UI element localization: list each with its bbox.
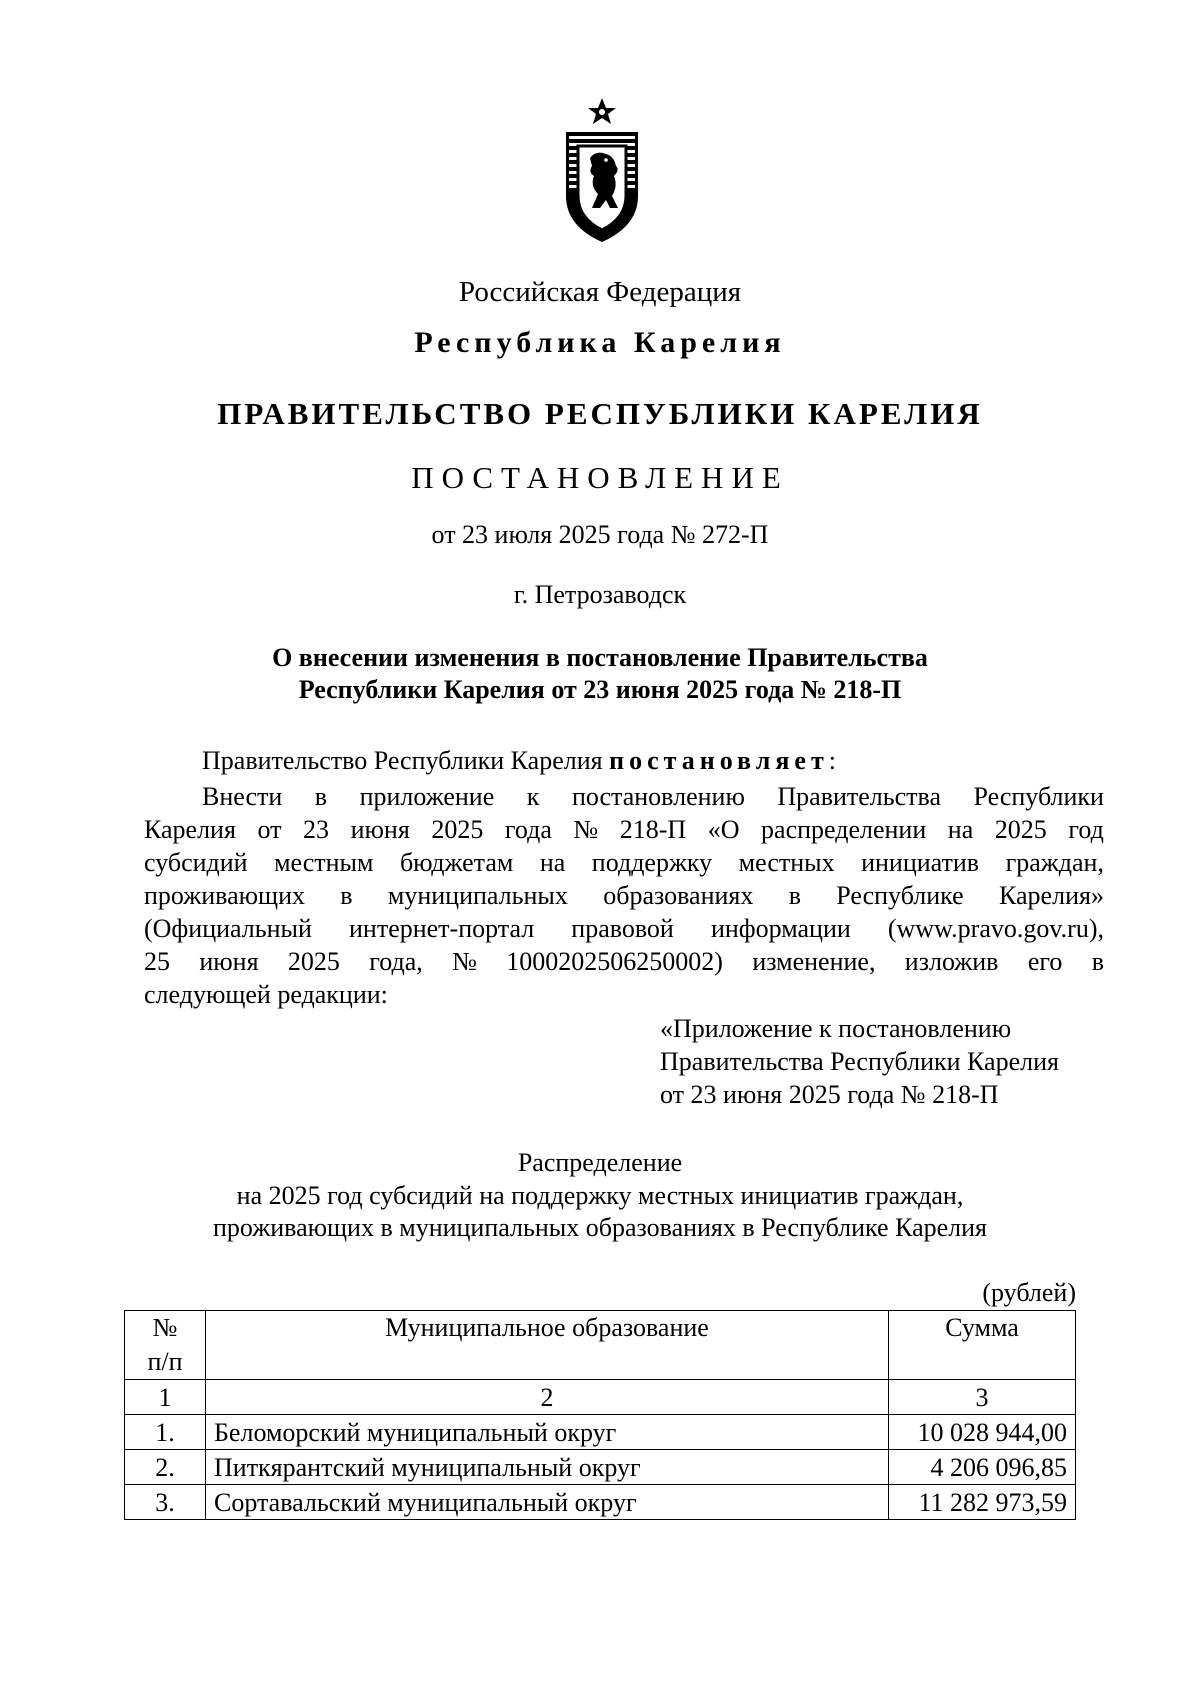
- body-line: [144, 879, 1104, 912]
- body-word: июня: [350, 815, 410, 844]
- body-line: [144, 846, 1104, 879]
- column-index: 3: [889, 1380, 1076, 1415]
- body-word: образованиях: [603, 881, 754, 910]
- intro-tail: :: [828, 746, 836, 775]
- republic-name: Республика Карелия: [414, 326, 786, 359]
- body-word: в: [788, 881, 801, 910]
- body-word: 218-П: [619, 815, 687, 844]
- appendix-line: «Приложение к постановлению: [660, 1014, 1012, 1043]
- body-line: следующей редакции:: [144, 980, 388, 1009]
- row-number: 3.: [125, 1485, 206, 1520]
- body-word: его: [1027, 947, 1063, 976]
- body-word: 23: [303, 815, 330, 844]
- body-line: [144, 912, 1104, 945]
- appendix-reference: [660, 1012, 1059, 1111]
- subtitle-line: на 2025 год субсидий на поддержку местных инициатив граждан,: [236, 1181, 964, 1210]
- body-word: Карелия: [144, 815, 236, 844]
- body-word: (www.pravo.gov.ru),: [887, 914, 1104, 943]
- body-word: 1000202506250002): [506, 947, 723, 976]
- subtitle-line: проживающих в муниципальных образованиях в Республике Карелия: [212, 1213, 988, 1242]
- body-word: Республики: [973, 782, 1104, 811]
- body-line: [144, 945, 1104, 978]
- body-word: на: [947, 815, 974, 844]
- body-word: изложив: [904, 947, 999, 976]
- body-word: граждан,: [1005, 848, 1104, 877]
- column-index: 2: [206, 1380, 889, 1415]
- document-subject: [0, 642, 1200, 706]
- appendix-line: от 23 июня 2025 года № 218-П: [660, 1080, 999, 1109]
- row-municipality: Беломорский муниципальный округ: [206, 1415, 889, 1450]
- body-word: Карелия»: [999, 881, 1104, 910]
- body-word: инициатив: [861, 848, 980, 877]
- body-word: на: [539, 848, 566, 877]
- body-word: 2025: [287, 947, 340, 976]
- body-word: №: [573, 815, 599, 844]
- resolution-intro: [202, 746, 836, 776]
- body-word: проживающих: [144, 881, 305, 910]
- table-row: [125, 1415, 1076, 1450]
- body-word: 25: [144, 947, 170, 976]
- body-word: 2025: [994, 815, 1047, 844]
- distribution-table: [124, 1310, 1076, 1520]
- header-sum: Сумма: [889, 1311, 1076, 1380]
- body-word: интернет-портал: [349, 914, 535, 943]
- body-word: местным: [274, 848, 374, 877]
- document-date-number: от 23 июля 2025 года № 272-П: [431, 520, 769, 549]
- body-word: бюджетам: [399, 848, 514, 877]
- body-word: Республике: [836, 881, 964, 910]
- header-number-line: №: [152, 1313, 178, 1342]
- table-row: [125, 1450, 1076, 1485]
- table-header-row: [125, 1311, 1076, 1380]
- body-word: года: [504, 815, 552, 844]
- body-word: информации: [710, 914, 851, 943]
- body-word: к: [526, 782, 540, 811]
- body-word: Правительства: [777, 782, 942, 811]
- body-word: изменение,: [752, 947, 876, 976]
- body-word: от: [257, 815, 282, 844]
- row-number: 2.: [125, 1450, 206, 1485]
- subject-line: Республики Карелия от 23 июня 2025 года № 218-П: [298, 675, 902, 704]
- document-city: г. Петрозаводск: [513, 580, 687, 609]
- resolution-body: [144, 780, 1104, 1011]
- body-word: года,: [369, 947, 423, 976]
- body-word: июня: [199, 947, 259, 976]
- currency-unit: (рублей): [982, 1278, 1076, 1307]
- body-word: «О: [707, 815, 740, 844]
- body-word: год: [1068, 815, 1104, 844]
- row-sum: 11 282 973,59: [889, 1485, 1076, 1520]
- body-word: постановлению: [571, 782, 745, 811]
- appendix-line: Правительства Республики Карелия: [660, 1047, 1059, 1076]
- distribution-title: Распределение: [517, 1148, 683, 1177]
- distribution-subtitle: [0, 1180, 1200, 1244]
- subject-line: О внесении изменения в постановление Правительства: [272, 643, 928, 672]
- table-row: [125, 1485, 1076, 1520]
- body-word: 2025: [431, 815, 484, 844]
- body-word: №: [452, 947, 477, 976]
- government-name: ПРАВИТЕЛЬСТВО РЕСПУБЛИКИ КАРЕЛИЯ: [217, 396, 983, 431]
- document-type: ПОСТАНОВЛЕНИЕ: [411, 460, 789, 495]
- row-municipality: Сортавальский муниципальный округ: [206, 1485, 889, 1520]
- body-word: в: [314, 782, 328, 811]
- header-number: [125, 1311, 206, 1380]
- body-word: местных: [738, 848, 835, 877]
- row-sum: 4 206 096,85: [889, 1450, 1076, 1485]
- intro-lead: Правительство Республики Карелия: [202, 746, 610, 775]
- row-municipality: Питкярантский муниципальный округ: [206, 1450, 889, 1485]
- body-word: в: [1091, 947, 1104, 976]
- body-line: [144, 813, 1104, 846]
- header-municipality: Муниципальное образование: [206, 1311, 889, 1380]
- header-number-line: п/п: [147, 1347, 183, 1376]
- coat-of-arms-icon: [562, 96, 642, 244]
- country-name: Российская Федерация: [458, 276, 742, 308]
- body-word: (Официальный: [144, 914, 312, 943]
- body-word: поддержку: [591, 848, 713, 877]
- row-sum: 10 028 944,00: [889, 1415, 1076, 1450]
- body-word: распределении: [761, 815, 927, 844]
- body-word: муниципальных: [387, 881, 568, 910]
- intro-verb: постановляет: [609, 746, 829, 775]
- body-word: в: [340, 881, 353, 910]
- body-word: правовой: [571, 914, 674, 943]
- body-line: [144, 780, 1104, 813]
- row-number: 1.: [125, 1415, 206, 1450]
- body-word: приложение: [359, 782, 495, 811]
- body-word: субсидий: [144, 848, 248, 877]
- body-word: Внести: [202, 782, 283, 811]
- column-index-row: [125, 1380, 1076, 1415]
- column-index: 1: [125, 1380, 206, 1415]
